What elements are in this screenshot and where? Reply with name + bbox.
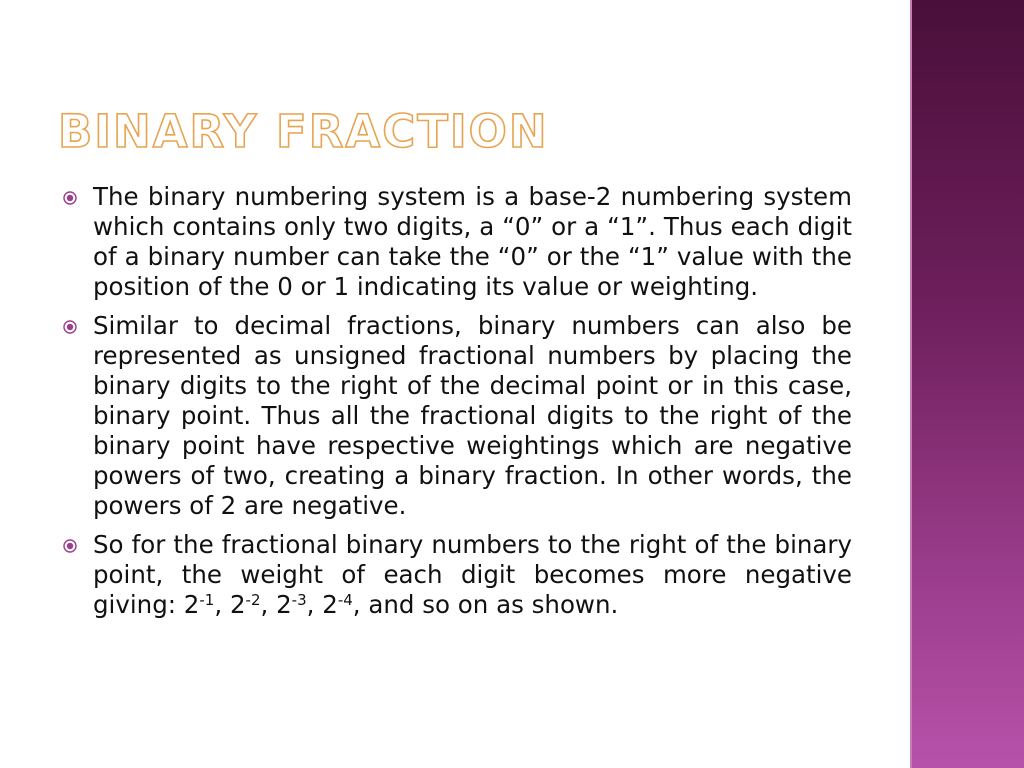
power-term bbox=[276, 590, 307, 619]
circled-dot-icon bbox=[63, 191, 77, 205]
power-base: 2 bbox=[229, 590, 246, 619]
power-base: 2 bbox=[183, 590, 200, 619]
power-term bbox=[184, 590, 215, 619]
side-decorative-band bbox=[912, 0, 1024, 768]
power-exponent: -4 bbox=[337, 591, 353, 609]
power-term bbox=[230, 590, 261, 619]
power-base: 2 bbox=[322, 590, 338, 619]
circled-dot-icon bbox=[63, 320, 77, 334]
bullet-text: The binary numbering system is a base-2 numbering system which contains only two digits, a “0” or a “1”. Thus each digit of a binary number can take the “0” or the “1” value with the position of the 0 or 1 indicating its value or weighting. bbox=[93, 182, 852, 301]
power-exponent: -2 bbox=[245, 591, 261, 609]
bullet-outro: , and so on as shown. bbox=[352, 590, 619, 619]
bullet-intro: So for the fractional binary numbers to the right of the binary point, the weight of each digit becomes more negative giving: bbox=[93, 530, 852, 619]
power-separator: , bbox=[260, 590, 277, 619]
bullet-text bbox=[93, 530, 852, 620]
power-exponent: -3 bbox=[291, 591, 307, 609]
power-base: 2 bbox=[276, 590, 292, 619]
bullet-list bbox=[60, 182, 852, 629]
power-separator: , bbox=[306, 590, 323, 619]
circled-dot-icon bbox=[63, 539, 77, 553]
bullet-item-2 bbox=[60, 311, 852, 521]
power-separator: , bbox=[214, 590, 230, 619]
power-term bbox=[322, 590, 353, 619]
bullet-item-3 bbox=[60, 530, 852, 620]
bullet-item-1 bbox=[60, 182, 852, 302]
bullet-text: Similar to decimal fractions, binary numbers can also be represented as unsigned fractional numbers by placing the binary digits to the right of the decimal point or in this case, binary point. Thus all the fractional digits to the right of the binary point have respective weightings which are negative powers of two, creating a binary fraction. In other words, the powers of 2 are negative. bbox=[93, 311, 852, 520]
slide-title: BINARY FRACTION bbox=[58, 105, 549, 158]
power-exponent: -1 bbox=[199, 591, 215, 609]
